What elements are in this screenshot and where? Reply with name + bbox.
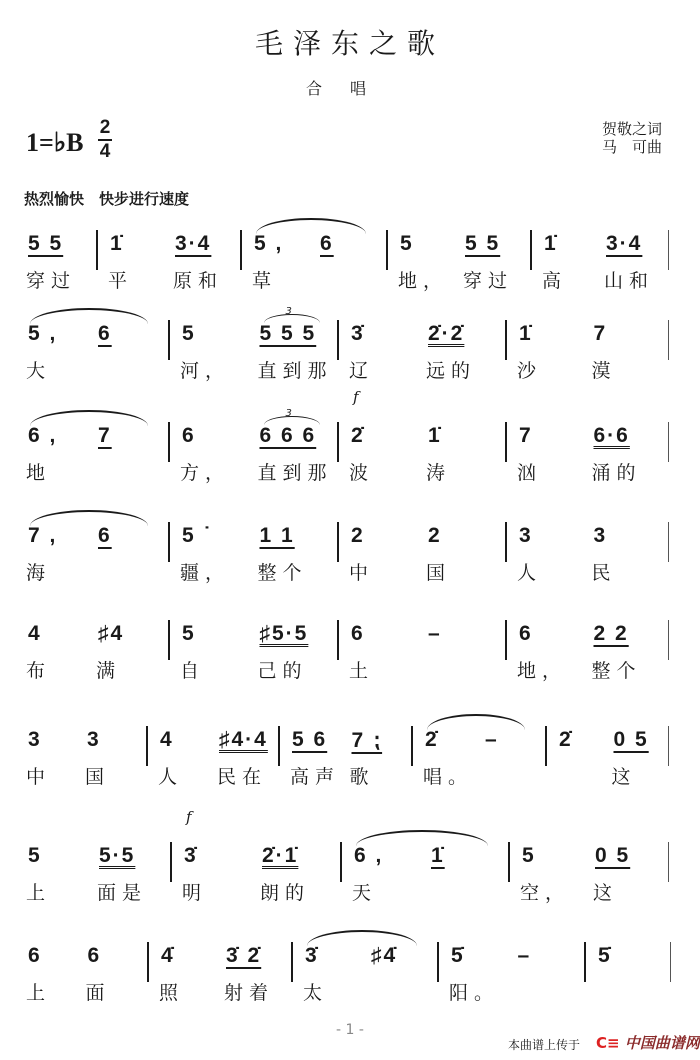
lyric: 面 [85, 982, 111, 1004]
note: 4̇ [161, 944, 175, 967]
lyric: 整个 [591, 660, 642, 682]
barline [340, 842, 342, 882]
note: 6 [351, 622, 365, 645]
barline [505, 422, 507, 462]
note: 3 [519, 524, 533, 547]
barline [668, 230, 669, 270]
note: 5 , [28, 322, 58, 345]
note: 1 1 [259, 524, 295, 547]
lyric: 草 [252, 270, 278, 292]
note: 5 5 [465, 232, 501, 255]
site-logo-icon: C≡ [596, 1034, 620, 1052]
barline [337, 620, 339, 660]
note: 2 2 [593, 622, 629, 645]
lyric: 土 [349, 660, 375, 682]
barline [411, 726, 413, 766]
note: 7 [519, 424, 533, 447]
lyric: 远的 [426, 360, 477, 382]
lyric: 上 [26, 882, 52, 904]
barline [168, 620, 170, 660]
note: 1̇ [519, 322, 533, 345]
triplet-bracket [264, 416, 320, 425]
note: 3̇ 2̇ [226, 944, 262, 967]
note: 3 [87, 728, 101, 751]
barline [668, 522, 669, 562]
barline [584, 942, 586, 982]
lyricist: 贺敬之词 [602, 120, 663, 138]
note: 5 5 [28, 232, 64, 255]
triplet-mark: 3 [285, 408, 292, 419]
lyric: 地 [26, 462, 52, 484]
note: 1̇ [110, 232, 124, 255]
lyric: 阳。 [449, 982, 500, 1004]
lyric: 穿过 [26, 270, 77, 292]
note: 3·4 [175, 232, 212, 255]
note: 0 5 [595, 844, 631, 867]
barline [291, 942, 293, 982]
lyric: 明 [182, 882, 208, 904]
note: – [485, 728, 499, 751]
note: 6 , [354, 844, 384, 867]
lyric: 直到那 [257, 360, 333, 382]
dynamic-marking: f [186, 808, 192, 826]
barline [337, 522, 339, 562]
dynamic-marking: f [353, 388, 359, 406]
barline [668, 422, 669, 462]
note: 7 [593, 322, 608, 345]
lyric: 波 [349, 462, 375, 484]
barline [147, 942, 149, 982]
barline [508, 842, 510, 882]
lyric: 这 [611, 766, 637, 788]
note: 2̇ [351, 424, 365, 447]
barline [337, 320, 339, 360]
note: 6 , [28, 424, 58, 447]
barline [530, 230, 532, 270]
note: 3̇ [184, 844, 198, 867]
lyric: 这 [593, 882, 619, 904]
barline [437, 942, 439, 982]
note: 6 [98, 322, 112, 345]
note: 3 [28, 728, 42, 751]
barline [668, 620, 669, 660]
lyric: 国 [85, 766, 111, 788]
time-signature [98, 118, 112, 162]
lyric: 原和 [173, 270, 224, 292]
barline [96, 230, 98, 270]
subtitle: 合唱 [305, 79, 394, 98]
slur [427, 714, 525, 730]
note: 1̇ [544, 232, 558, 255]
note: 2̇ [559, 728, 573, 751]
note: 3·4 [606, 232, 643, 255]
lyric: 漠 [591, 360, 617, 382]
lyric: 太 [303, 982, 329, 1004]
note: 5̇ [598, 944, 612, 967]
barline [505, 522, 507, 562]
note: 2̇·2̇ [428, 322, 465, 345]
triplet-bracket [264, 314, 320, 323]
barline [505, 620, 507, 660]
note: ♯4·4 [219, 728, 268, 751]
composer: 马 可曲 [602, 138, 663, 156]
barline [668, 726, 669, 766]
note: ♯5·5 [259, 622, 309, 645]
note: 1̇ [431, 844, 445, 867]
note: 2̇ [425, 728, 439, 751]
note: 6 [320, 232, 334, 255]
lyric: 民 [591, 562, 617, 584]
lyric: 人 [517, 562, 543, 584]
lyric: 己的 [257, 660, 308, 682]
lyric: 照 [159, 982, 185, 1004]
lyric: 海 [26, 562, 52, 584]
barline [505, 320, 507, 360]
note: ♯4 [98, 622, 125, 645]
note: 5 [182, 622, 196, 645]
note: 6 [87, 944, 102, 967]
lyric: 大 [26, 360, 52, 382]
lyric: 中 [26, 766, 52, 788]
note: 6 6 6 [259, 424, 317, 447]
note: 7 , [28, 524, 58, 547]
lyric: 地， [517, 660, 568, 682]
lyric: 自 [180, 660, 206, 682]
note: 0 5 [613, 728, 649, 751]
barline [668, 320, 669, 360]
note: 6·6 [593, 424, 630, 447]
lyric: 涌的 [591, 462, 642, 484]
barline [168, 422, 170, 462]
note: 3̇ [351, 322, 365, 345]
note: 6 [519, 622, 533, 645]
lyric: 民在 [217, 766, 268, 788]
time-signature-bottom: 4 [99, 141, 111, 162]
lyric: 面是 [97, 882, 148, 904]
slur [307, 930, 417, 946]
barline [278, 726, 280, 766]
lyric: 射着 [224, 982, 275, 1004]
note: 5 5 5 [259, 322, 317, 345]
note: 3 [593, 524, 608, 547]
note: 6 [28, 944, 42, 967]
lyric: 空， [520, 882, 571, 904]
note: 5 , [254, 232, 284, 255]
note: 6 [98, 524, 112, 547]
lyric: 中 [349, 562, 375, 584]
lyric: 布 [26, 660, 52, 682]
lyric: 方， [180, 462, 231, 484]
barline [668, 842, 669, 882]
page-number: - 1 - [336, 1022, 364, 1038]
song-title: 毛泽东之歌 [254, 27, 445, 60]
lyric: 辽 [349, 360, 375, 382]
note: 7 ⁏ [351, 729, 383, 752]
lyric: 涛 [426, 462, 452, 484]
barline [545, 726, 547, 766]
lyric: 国 [426, 562, 452, 584]
lyric: 高 [542, 270, 568, 292]
note: 1̇ [428, 424, 442, 447]
note: – [517, 944, 532, 967]
lyric: 高声 [290, 766, 341, 788]
note: 6 [182, 424, 196, 447]
upload-text: 本曲谱上传于 [508, 1038, 581, 1052]
lyric: 疆， [180, 562, 231, 584]
note: – [428, 622, 442, 645]
note: 4 [160, 728, 174, 751]
time-signature-top: 2 [99, 117, 111, 138]
site-logo[interactable] [596, 1032, 700, 1053]
note: 5 ˙ [182, 524, 213, 547]
lyric: 人 [158, 766, 184, 788]
barline [170, 842, 172, 882]
key-signature: 1=♭B [26, 128, 84, 157]
barline [168, 320, 170, 360]
note: ♯4̇ [371, 944, 398, 967]
lyric: 河， [180, 360, 231, 382]
lyric: 唱。 [423, 766, 474, 788]
lyric: 歌 [349, 766, 375, 788]
site-name: 中国曲谱网 [624, 1034, 700, 1052]
note: 5 [522, 844, 536, 867]
note: 2 [351, 524, 365, 547]
barline [168, 522, 170, 562]
lyric: 沙 [517, 360, 543, 382]
lyric: 汹 [517, 462, 543, 484]
lyric: 地， [398, 270, 449, 292]
triplet-mark: 3 [285, 306, 292, 317]
note: 5 [28, 844, 42, 867]
barline [337, 422, 339, 462]
note: 5 [182, 322, 196, 345]
note: 5 6 [292, 728, 328, 751]
note: 2̇·1̇ [262, 844, 299, 867]
note: 7 [98, 424, 112, 447]
lyric: 上 [26, 982, 52, 1004]
note: 4 [28, 622, 42, 645]
barline [146, 726, 148, 766]
barline [240, 230, 242, 270]
credits [602, 120, 662, 156]
tempo-marking: 热烈愉快 快步进行速度 [24, 190, 190, 208]
note: 5 [400, 232, 414, 255]
lyric: 平 [108, 270, 134, 292]
lyric: 直到那 [257, 462, 333, 484]
lyric: 山和 [604, 270, 655, 292]
note: 3̇ [305, 944, 319, 967]
note: 5̇ [451, 944, 465, 967]
lyric: 朗的 [260, 882, 311, 904]
barline [386, 230, 388, 270]
lyric: 穿过 [463, 270, 514, 292]
barline [670, 942, 671, 982]
note: 2 [428, 524, 442, 547]
lyric: 整个 [257, 562, 308, 584]
lyric: 满 [96, 660, 122, 682]
note: 5·5 [99, 844, 136, 867]
lyric: 天 [352, 882, 378, 904]
